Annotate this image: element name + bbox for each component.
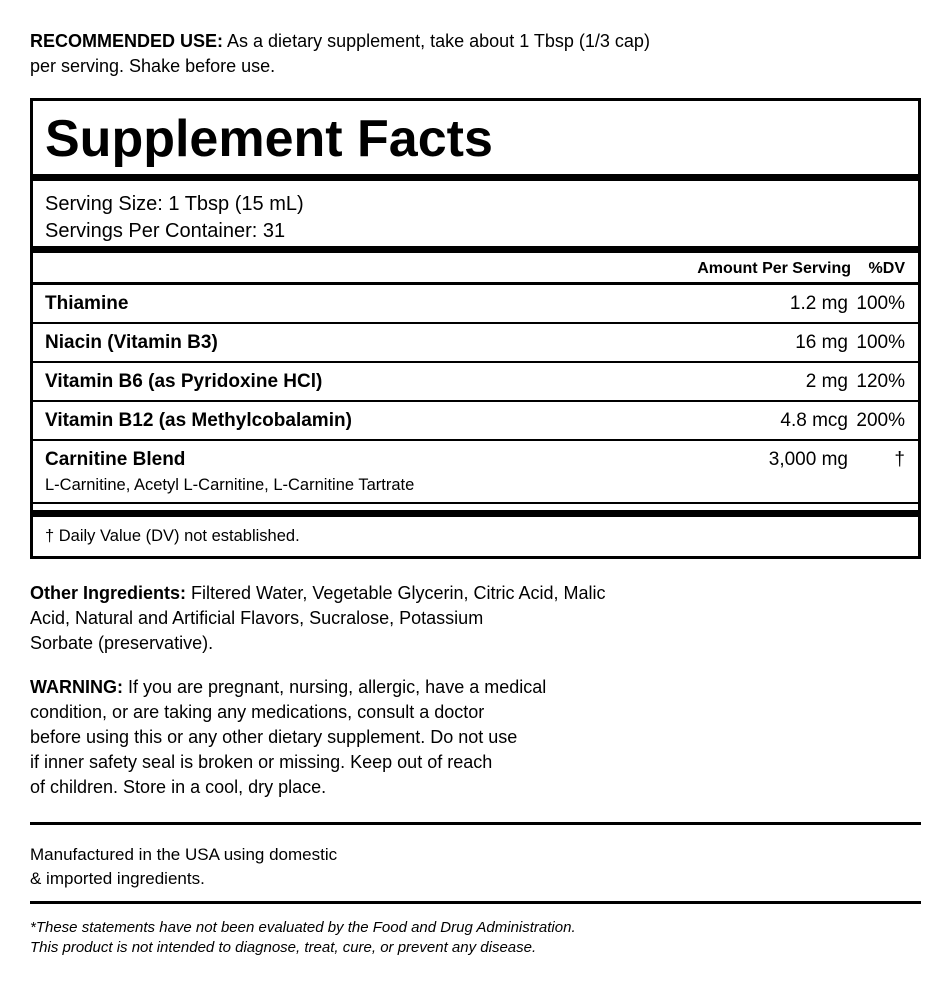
- warning-line-3: before using this or any other dietary supplement. Do not use: [30, 727, 518, 747]
- manufactured-line-2: & imported ingredients.: [30, 869, 205, 888]
- serving-size: Serving Size: 1 Tbsp (15 mL): [45, 193, 304, 215]
- thick-divider: [33, 246, 918, 253]
- nutrient-name: Vitamin B6 (as Pyridoxine HCl): [45, 371, 323, 392]
- nutrient-amount: 16 mg: [795, 332, 848, 353]
- disclaimer-line-1: *These statements have not been evaluated by the Food and Drug Administration.: [30, 919, 576, 936]
- supplement-facts-title: Supplement Facts: [45, 110, 493, 168]
- header-percent-dv: %DV: [868, 260, 905, 277]
- row-divider: [33, 439, 918, 441]
- other-ingredients: [30, 581, 670, 656]
- warning-line-5: of children. Store in a cool, dry place.: [30, 777, 327, 797]
- blend-ingredients: L-Carnitine, Acetyl L-Carnitine, L-Carnitine Tartrate: [45, 476, 415, 494]
- manufactured-line-1: Manufactured in the USA using domestic: [30, 845, 338, 864]
- header-divider: [33, 282, 918, 285]
- warning: [30, 675, 590, 800]
- recommended-use-label: RECOMMENDED USE:: [30, 31, 224, 51]
- dv-footnote: † Daily Value (DV) not established.: [45, 527, 300, 545]
- other-ingredients-line-3: Sorbate (preservative).: [30, 633, 214, 653]
- warning-line-1: If you are pregnant, nursing, allergic, have a medical: [123, 677, 547, 697]
- recommended-use: [30, 29, 730, 79]
- other-ingredients-line-2: Acid, Natural and Artificial Flavors, Sucralose, Potassium: [30, 608, 484, 628]
- nutrient-dv: 100%: [856, 293, 905, 314]
- warning-line-4: if inner safety seal is broken or missing. Keep out of reach: [30, 752, 493, 772]
- row-divider: [33, 502, 918, 504]
- nutrient-dv: 120%: [856, 371, 905, 392]
- row-divider: [33, 400, 918, 402]
- row-divider: [33, 361, 918, 363]
- nutrient-dv: 200%: [856, 410, 905, 431]
- nutrient-name: Carnitine Blend: [45, 449, 186, 470]
- supplement-facts-panel: [30, 98, 921, 559]
- nutrient-amount: 2 mg: [805, 371, 848, 392]
- nutrient-name: Thiamine: [45, 293, 129, 314]
- warning-label: WARNING:: [30, 677, 123, 697]
- nutrient-name: Vitamin B12 (as Methylcobalamin): [45, 410, 352, 431]
- nutrient-amount: 4.8 mcg: [780, 410, 848, 431]
- fda-disclaimer: [30, 918, 730, 958]
- nutrient-name: Niacin (Vitamin B3): [45, 332, 218, 353]
- section-divider: [30, 901, 921, 904]
- row-divider: [33, 322, 918, 324]
- thick-divider: [33, 510, 918, 517]
- recommended-use-line-2: per serving. Shake before use.: [30, 56, 276, 76]
- other-ingredients-line-1: Filtered Water, Vegetable Glycerin, Citric Acid, Malic: [186, 583, 606, 603]
- thick-divider: [33, 174, 918, 181]
- warning-line-2: condition, or are taking any medications, consult a doctor: [30, 702, 485, 722]
- other-ingredients-label: Other Ingredients:: [30, 583, 187, 603]
- nutrient-dv: 100%: [856, 332, 905, 353]
- nutrient-dv: †: [894, 449, 905, 470]
- recommended-use-line-1: As a dietary supplement, take about 1 Tbsp (1/3 cap): [223, 31, 650, 51]
- section-divider: [30, 822, 921, 825]
- disclaimer-line-2: This product is not intended to diagnose, treat, cure, or prevent any disease.: [30, 939, 537, 956]
- manufactured-statement: [30, 843, 430, 891]
- header-amount-per-serving: Amount Per Serving: [697, 260, 851, 277]
- nutrient-amount: 1.2 mg: [789, 293, 848, 314]
- servings-per-container: Servings Per Container: 31: [45, 220, 286, 242]
- nutrient-amount: 3,000 mg: [768, 449, 848, 470]
